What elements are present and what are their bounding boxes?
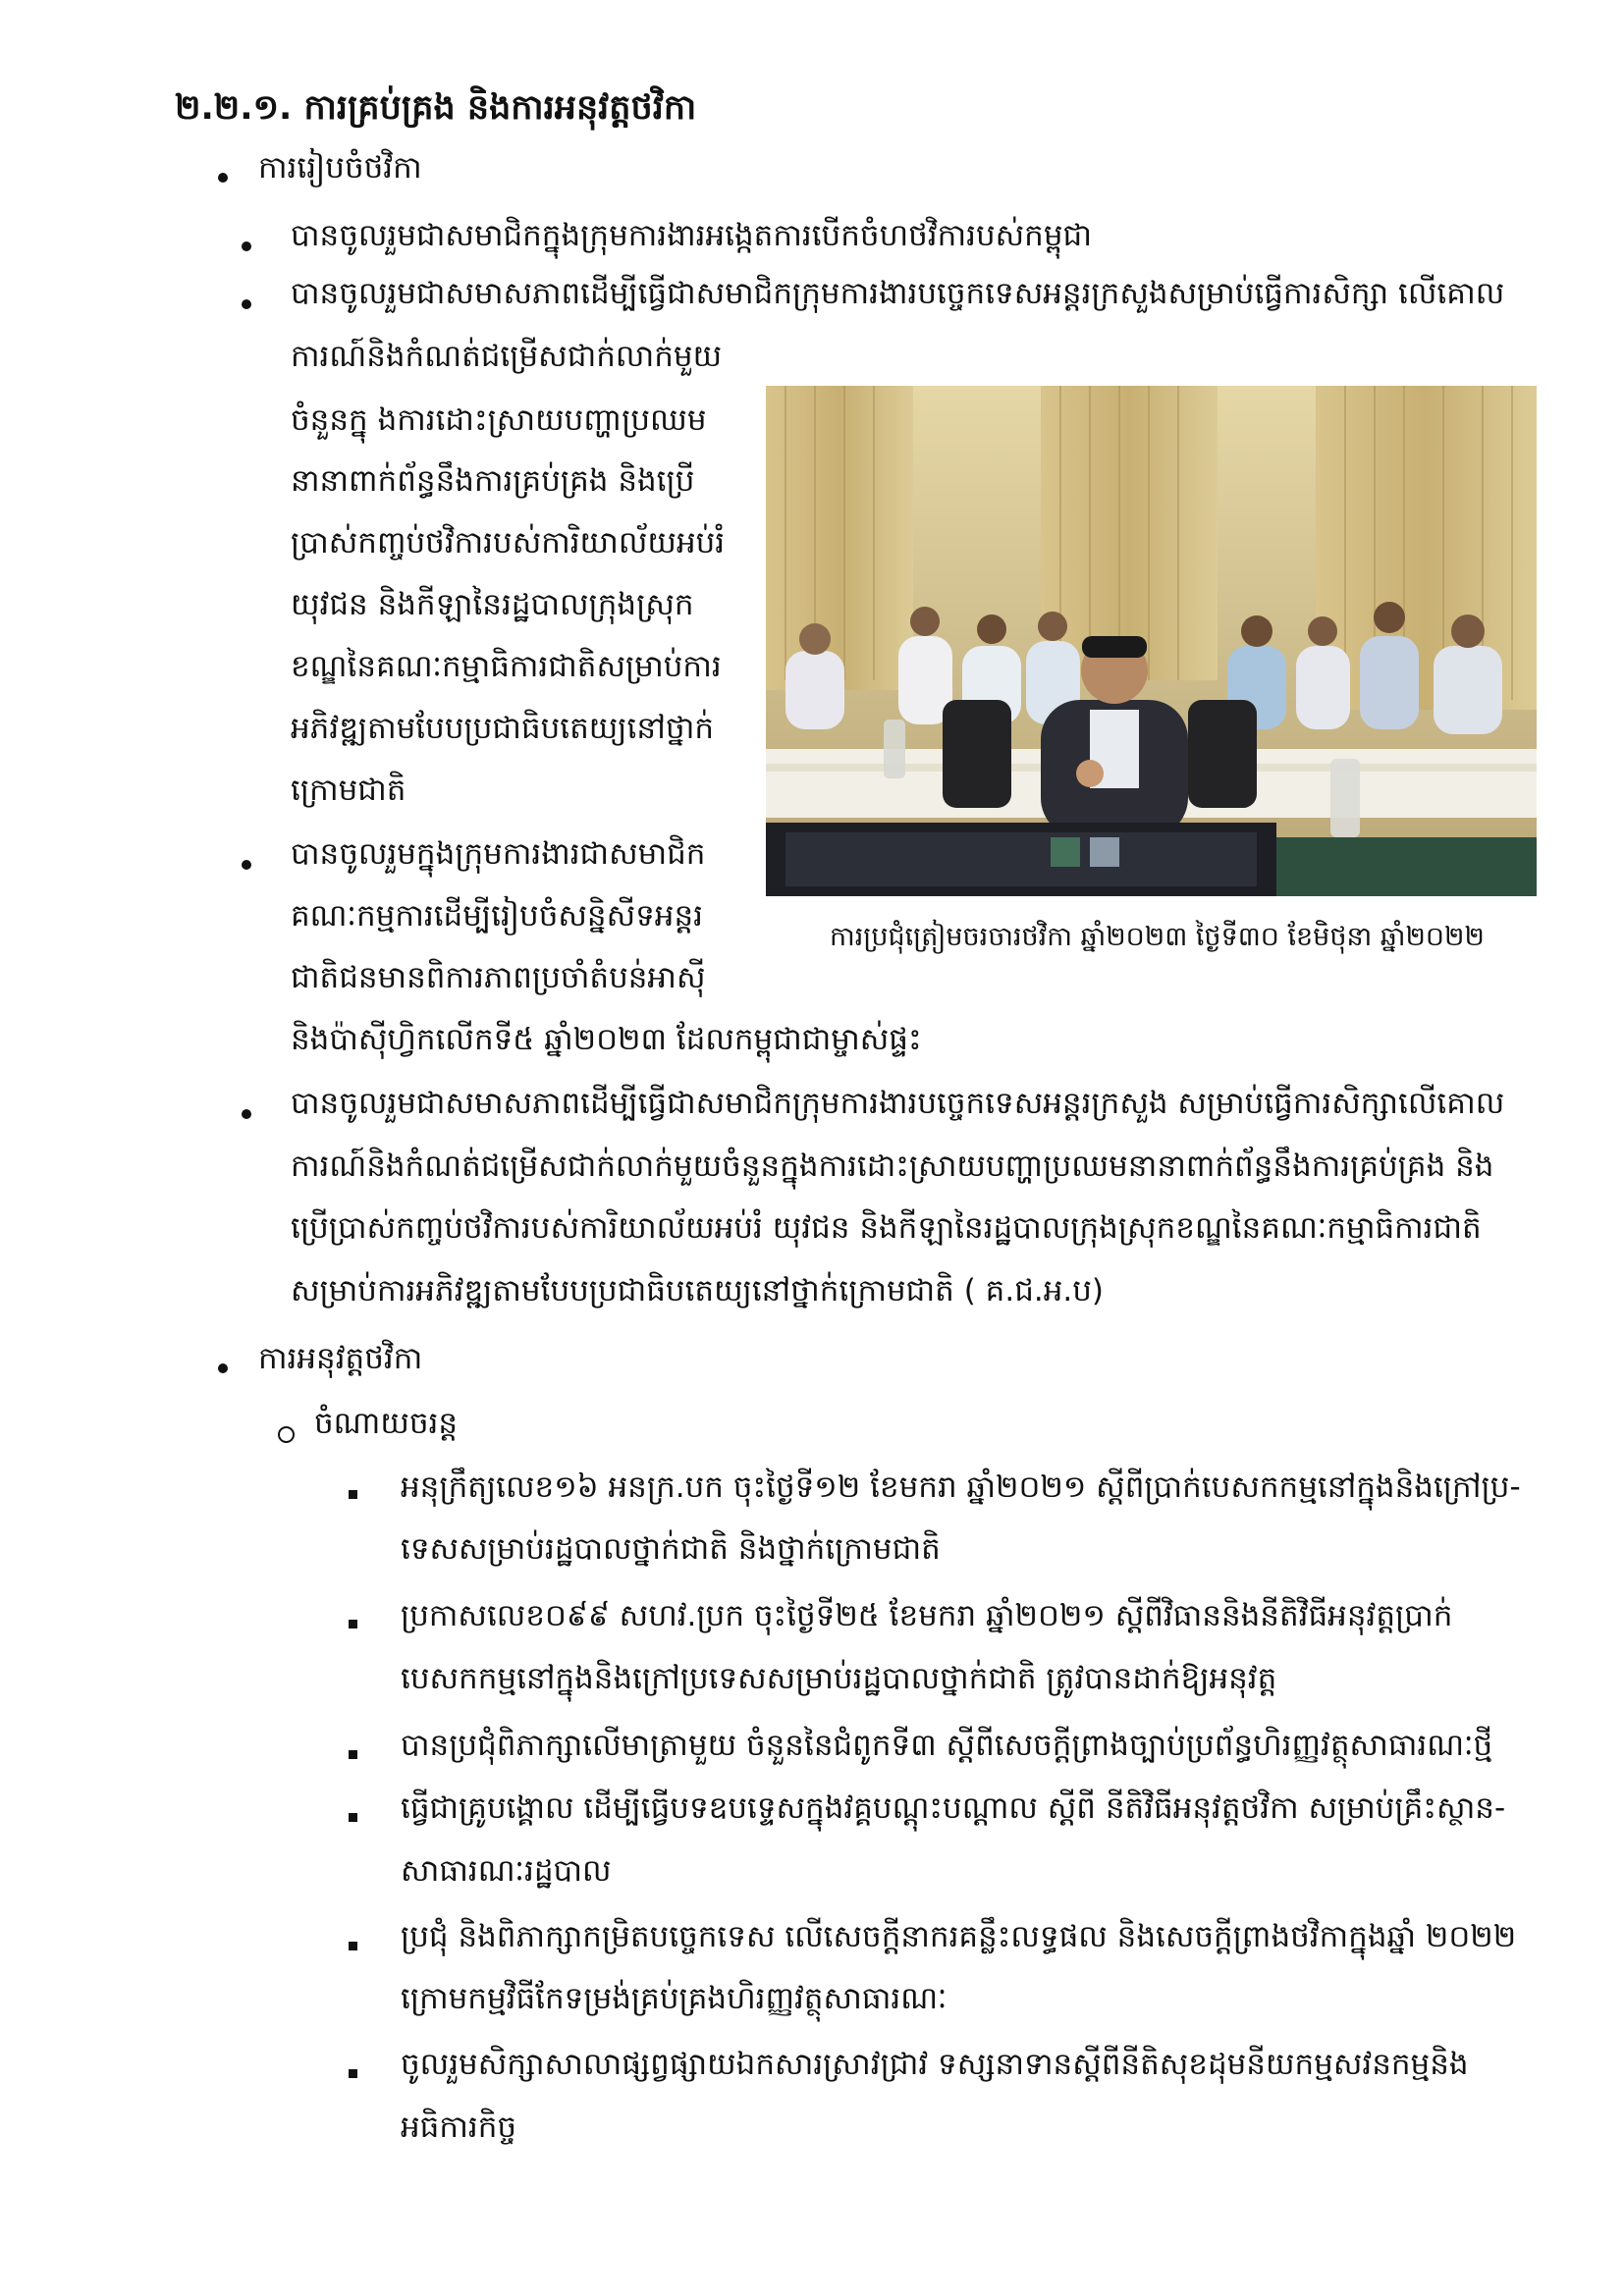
- sub-section-title: ចំណាយចរន្ត: [314, 1406, 459, 1441]
- list-item-continuation: នានាពាក់ព័ន្ធនឹងការគ្រប់គ្រង និងប្រើ: [291, 463, 695, 499]
- bullet: [218, 1363, 228, 1373]
- square-bullet: [349, 1750, 357, 1759]
- list-item-continuation: គណៈកម្មការដើម្បីរៀបចំសន្និសីទអន្តរ: [291, 898, 703, 934]
- list-item-continuation: បេសកកម្មនៅក្នុងនិងក្រៅប្រទេសសម្រាប់រដ្ឋបាលថ្នាក់ជាតិ ត្រូវបានដាក់ឱ្យអនុវត្ត: [401, 1661, 1277, 1696]
- square-bullet: [349, 1490, 357, 1499]
- list-item: អនុក្រឹត្យលេខ១៦ អនក្រ.បក ចុះថ្ងៃទី១២ ខែមករា ឆ្នាំ២០២១ ស្តីពីប្រាក់បេសកកម្មនៅក្នុងនិងក្រៅប្រ-: [401, 1469, 1521, 1505]
- bullet: [242, 241, 251, 251]
- bullet: [218, 173, 228, 183]
- list-item: បានចូលរួមជាសមាជិកក្នុងក្រុមការងារអង្កេតការបើកចំហថវិការបស់កម្ពុជា: [291, 218, 1093, 253]
- section-title-budget-execution: ការអនុវត្តថវិកា: [258, 1341, 423, 1376]
- list-item-continuation: អភិវឌ្ឍតាមបែបប្រជាធិបតេយ្យនៅថ្នាក់: [291, 711, 715, 746]
- circle-bullet: [278, 1426, 295, 1443]
- list-item-continuation: ខណ្ឌនៃគណៈកម្មាធិការជាតិសម្រាប់ការ: [291, 649, 722, 684]
- list-item-continuation: ក្រោមកម្មវិធីកែទម្រង់គ្រប់គ្រងហិរញ្ញវត្ថុសាធារណៈ: [401, 1981, 947, 2016]
- square-bullet: [349, 1813, 357, 1822]
- list-item-continuation: ប្រើប្រាស់កញ្ចប់ថវិការបស់ការិយាល័យអប់រំ យុវជន និងកីឡានៃរដ្ឋបាលក្រុងស្រុកខណ្ឌនៃគណៈកម្មាធិការជាតិ: [291, 1210, 1482, 1246]
- list-item: បានចូលរួមក្នុងក្រុមការងារជាសមាជិក: [291, 836, 706, 872]
- bullet: [242, 860, 251, 870]
- list-item-continuation: ចំនួនក្នុ ងការដោះស្រាយបញ្ហាប្រឈម: [291, 402, 707, 438]
- list-item-continuation: សម្រាប់ការអភិវឌ្ឍតាមបែបប្រជាធិបតេយ្យនៅថ្នាក់ក្រោមជាតិ ( គ.ជ.អ.ប): [291, 1273, 1105, 1308]
- list-item-continuation: និងប៉ាស៊ីហ្វិកលើកទី៥ ឆ្នាំ២០២៣ ដែលកម្ពុជាជាម្ចាស់ផ្ទះ: [291, 1022, 922, 1057]
- photo-caption: ការប្រជុំត្រៀមចរចារថវិកា ឆ្នាំ២០២៣ ថ្ងៃទី៣០ ខែមិថុនា ឆ្នាំ២០២២: [830, 922, 1485, 952]
- square-bullet: [349, 1942, 357, 1950]
- section-title-budget-preparation: ការរៀបចំថវិកា: [258, 150, 422, 186]
- meeting-photo: [766, 386, 1537, 896]
- list-item-continuation: សាធារណៈរដ្ឋបាល: [401, 1853, 612, 1889]
- list-item: បានប្រជុំពិភាក្សាលើមាត្រាមួយ ចំនួននៃជំពូកទី៣ ស្តីពីសេចក្តីព្រាងច្បាប់ប្រព័ន្ធហិរញ្ញវត្ថុសាធារណៈថ្មី: [401, 1728, 1493, 1763]
- list-item-continuation: ប្រាស់កញ្ចប់ថវិការបស់ការិយាល័យអប់រំ: [291, 525, 726, 561]
- list-item-continuation: ទេសសម្រាប់រដ្ឋបាលថ្នាក់ជាតិ និងថ្នាក់ក្រោមជាតិ: [401, 1531, 941, 1567]
- square-bullet: [349, 2069, 357, 2078]
- bullet: [242, 299, 251, 309]
- bullet: [242, 1109, 251, 1119]
- list-item-continuation: ជាតិជនមានពិការភាពប្រចាំតំបន់អាស៊ី: [291, 960, 706, 995]
- list-item-continuation: ការណ៍និងកំណត់ជម្រើសជាក់លាក់មួយ: [291, 339, 723, 374]
- list-item: ប្រជុំ និងពិភាក្សាកម្រិតបច្ចេកទេស លើសេចក្តីនាករគន្លឹះលទ្ធផល និងសេចក្តីព្រាងថវិកាក្នុងឆ្នាំ ២០២២: [401, 1919, 1517, 1954]
- list-item: បានចូលរួមជាសមាសភាពដើម្បីធ្វើជាសមាជិកក្រុមការងារបច្ចេកទេសអន្តរក្រសួង សម្រាប់ធ្វើការសិក្សាលើគោល: [291, 1086, 1505, 1121]
- list-item: ចូលរួមសិក្សាសាលាផ្សព្វផ្សាយឯកសារស្រាវជ្រាវ ទស្សនាទានស្តីពីនីតិសុខដុមនីយកម្មសវនកម្មនិង: [401, 2047, 1469, 2082]
- list-item-continuation: អធិការកិច្ច: [401, 2109, 517, 2145]
- list-item: ធ្វើជាគ្រូបង្គោល ដើម្បីធ្វើបទឧបទ្ទេសក្នុងវគ្គបណ្តុះបណ្តាល ស្តីពី នីតិវិធីអនុវត្តថវិកា សម្រាប់គ្រឹះស្ថាន-: [401, 1790, 1506, 1826]
- list-item-continuation: យុវជន និងកីឡានៃរដ្ឋបាលក្រុងស្រុក: [291, 587, 694, 622]
- list-item-continuation: ក្រោមជាតិ: [291, 773, 406, 808]
- list-item: បានចូលរួមជាសមាសភាពដើម្បីធ្វើជាសមាជិកក្រុមការងារបច្ចេកទេសអន្តរក្រសួងសម្រាប់ធ្វើការសិក្សា លើគោល: [291, 276, 1505, 311]
- list-item: ប្រកាសលេខ០៩៩ សហវ.ប្រក ចុះថ្ងៃទី២៥ ខែមករា ឆ្នាំ២០២១ ស្តីពីវិធាននិងនីតិវិធីអនុវត្តប្រាក់: [401, 1598, 1453, 1633]
- section-heading: ២.២.១. ការគ្រប់គ្រង និងការអនុវត្តថវិកា: [175, 88, 697, 128]
- square-bullet: [349, 1620, 357, 1629]
- list-item-continuation: ការណ៍និងកំណត់ជម្រើសជាក់លាក់មួយចំនួនក្នុងការដោះស្រាយបញ្ហាប្រឈមនានាពាក់ព័ន្ធនឹងការគ្រប់គ្រង និង: [291, 1148, 1494, 1184]
